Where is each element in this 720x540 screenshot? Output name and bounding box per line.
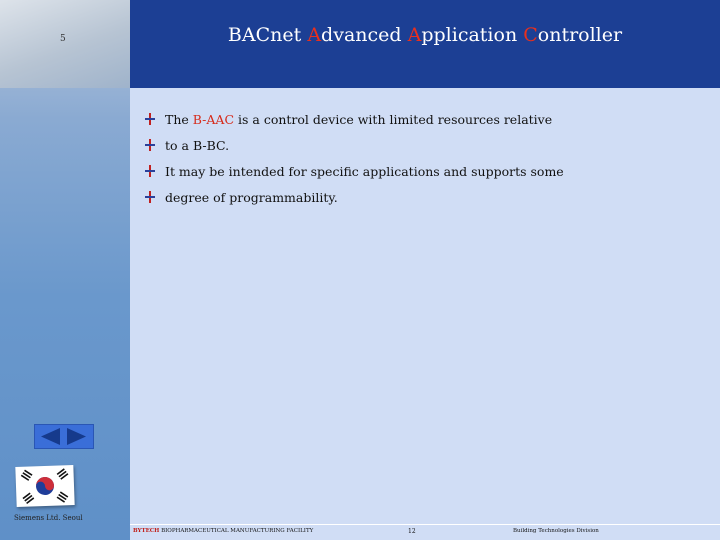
title-part-accent: C bbox=[523, 24, 538, 46]
slide-header bbox=[130, 0, 720, 88]
footer-project-name: BIOPHARMACEUTICAL MANUFACTURING FACILITY bbox=[159, 528, 314, 534]
previous-slide-button[interactable] bbox=[38, 427, 62, 446]
next-slide-button[interactable] bbox=[65, 427, 89, 446]
bullet-text: to a B-BC. bbox=[165, 138, 230, 153]
navigation-controls bbox=[34, 424, 94, 449]
sidebar bbox=[0, 0, 130, 540]
bullet-cross-icon bbox=[145, 191, 155, 203]
title-part: pplication bbox=[421, 24, 524, 46]
title-part: BACnet bbox=[227, 24, 308, 46]
title-part-accent: A bbox=[307, 24, 322, 46]
highlight-term: B-AAC bbox=[192, 112, 235, 127]
arrow-right-icon bbox=[65, 427, 89, 446]
footer-division: Building Technologies Division bbox=[513, 528, 599, 534]
bullet-cross-icon bbox=[145, 165, 155, 177]
arrow-left-icon bbox=[38, 427, 62, 446]
footer-project-company: BYTECH bbox=[133, 528, 160, 534]
title-part-accent: A bbox=[407, 24, 422, 46]
taegukgi-icon bbox=[15, 465, 74, 507]
bullet-text: degree of programmability. bbox=[165, 190, 338, 205]
footer-page-number: 12 bbox=[408, 528, 416, 535]
korea-flag-image bbox=[15, 465, 74, 507]
bullet-text: The B-AAC is a control device with limited resources relative bbox=[165, 112, 553, 127]
slide-title bbox=[130, 24, 720, 46]
title-part: ontroller bbox=[537, 24, 623, 46]
bullet-text: It may be intended for specific applications and supports some bbox=[165, 164, 564, 179]
title-part: dvanced bbox=[321, 24, 408, 46]
footer-divider bbox=[130, 524, 720, 525]
bullet-cross-icon bbox=[145, 113, 155, 125]
footer-company: Siemens Ltd. Seoul bbox=[14, 514, 83, 522]
sidebar-cloud-image bbox=[0, 0, 130, 88]
bullet-cross-icon bbox=[145, 139, 155, 151]
slide-number: 5 bbox=[60, 34, 66, 44]
footer-project bbox=[133, 528, 313, 534]
